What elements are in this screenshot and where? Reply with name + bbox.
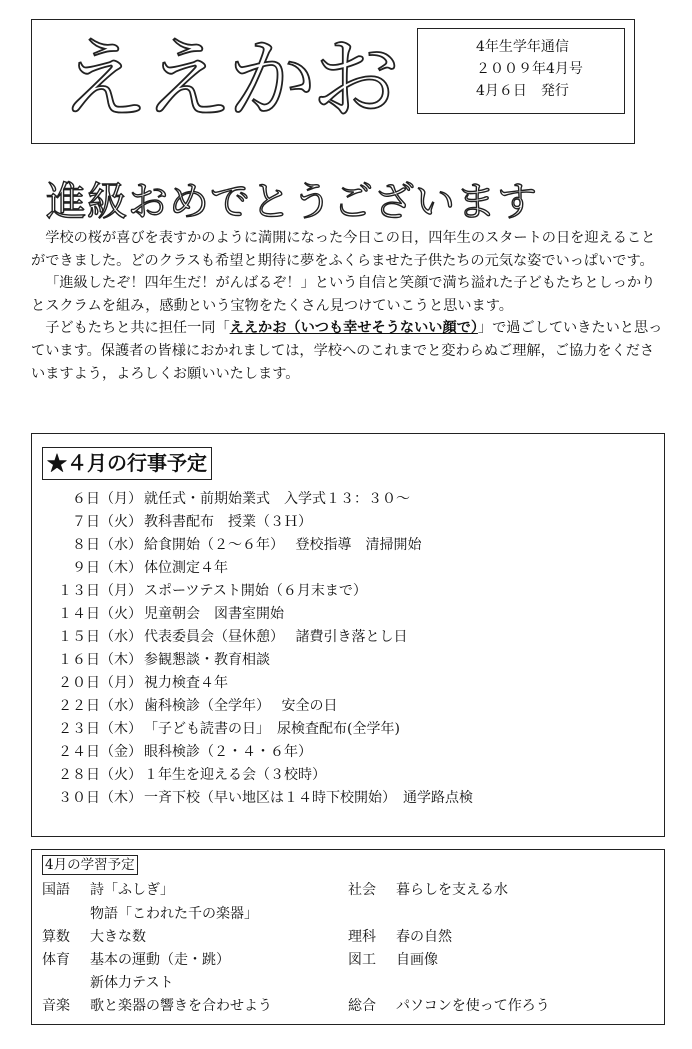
event-day: １４日（火）	[58, 606, 142, 622]
event-item	[32, 580, 664, 603]
study-row	[42, 879, 174, 901]
intro-paragraph-3	[31, 317, 667, 385]
study-subject: 音楽	[42, 998, 70, 1014]
event-item	[32, 764, 664, 787]
intro-paragraph-2: 「進級したぞ！四年生だ！がんばるぞ！」という自信と笑顔で満ち溢れた子どもたちとしっかりとスクラムを組み，感動という宝物をたくさん見つけていこうと思います。	[31, 275, 656, 314]
event-text: １年生を迎える会（３校時）	[144, 767, 326, 783]
study-content: 暮らしを支える水	[396, 882, 508, 898]
study-content: 新体力テスト	[90, 975, 174, 991]
event-item	[32, 787, 664, 810]
newsletter-logo: ええかお	[60, 28, 397, 131]
event-text: スポーツテスト開始（６月末まで）	[144, 583, 367, 599]
event-item	[32, 511, 664, 534]
event-day: ２４日（金）	[58, 744, 142, 760]
event-text: 体位測定４年	[144, 560, 228, 576]
event-item	[32, 718, 664, 741]
event-text: 一斉下校（早い地区は１４時下校開始） 通学路点検	[144, 790, 473, 806]
event-day: １３日（月）	[58, 583, 142, 599]
study-subject: 社会	[348, 882, 376, 898]
masthead	[31, 19, 635, 144]
event-item	[32, 603, 664, 626]
study-row	[42, 903, 258, 925]
event-item	[32, 557, 664, 580]
study-title: 4月の学習予定	[42, 855, 138, 875]
events-section	[31, 433, 665, 837]
event-text: 給食開始（２～６年） 登校指導 清掃開始	[144, 537, 422, 553]
study-content: 詩「ふしぎ」	[90, 882, 174, 898]
page-headline: 進級おめでとうございます	[46, 179, 538, 225]
event-item	[32, 741, 664, 764]
study-row	[348, 879, 508, 901]
event-day: ６日（月）	[72, 491, 142, 507]
event-text: 「子ども読書の日」 尿検査配布(全学年)	[144, 721, 400, 737]
intro-p3-after: 」で過ごしていきたいと思っています。保護者の皆様におかれましては，学校へのこれまでと変わらぬご理解，ご協力をくださいますよう，よろしくお願いいたします。	[31, 320, 663, 382]
event-text: 歯科検診（全学年） 安全の日	[144, 698, 338, 714]
event-text: 眼科検診（２・４・６年）	[144, 744, 312, 760]
issue-line-month: ２００９年4月号	[476, 61, 583, 77]
study-subject: 体育	[42, 952, 70, 968]
events-list	[32, 488, 664, 810]
motto-emphasis: ええかお（いつも幸せそうないい顔で）	[229, 320, 478, 337]
event-text: 教科書配布 授業（３Ｈ）	[144, 514, 312, 530]
event-day: ３０日（木）	[58, 790, 142, 806]
study-content: 大きな数	[90, 929, 146, 945]
event-day: ２２日（水）	[58, 698, 142, 714]
study-subject: 理科	[348, 929, 376, 945]
intro-paragraph-1: 学校の桜が喜びを表すかのように満開になった今日この日，四年生のスタートの日を迎えることができました。どのクラスも希望と期待に夢をふくらませた子供たちの元気な姿でいっぱいです。	[31, 230, 656, 269]
study-content: パソコンを使って作ろう	[396, 998, 550, 1014]
study-row	[42, 972, 173, 994]
study-subject: 算数	[42, 929, 70, 945]
event-day: ８日（水）	[72, 537, 142, 553]
event-item	[32, 626, 664, 649]
study-subject: 図工	[348, 952, 376, 968]
issue-info-box	[417, 28, 625, 114]
intro-p3-before: 子どもたちと共に担任一同「	[45, 320, 230, 337]
event-text: 代表委員会（昼休憩） 諸費引き落とし日	[144, 629, 408, 645]
events-title: ★４月の行事予定	[42, 447, 212, 480]
event-text: 参観懇談・教育相談	[144, 652, 270, 668]
study-row	[42, 926, 146, 948]
event-day: ２３日（木）	[58, 721, 142, 737]
study-section	[31, 849, 665, 1025]
event-item	[32, 534, 664, 557]
event-text: 児童朝会 図書室開始	[144, 606, 284, 622]
study-content: 基本の運動（走・跳）	[90, 952, 230, 968]
issue-line-grade: 4年生学年通信	[476, 39, 569, 55]
event-day: ２０日（月）	[58, 675, 142, 691]
study-content: 歌と楽器の響きを合わせよう	[90, 998, 272, 1014]
study-content: 春の自然	[396, 929, 452, 945]
study-subject: 総合	[348, 998, 376, 1014]
event-day: １６日（木）	[58, 652, 142, 668]
study-row	[348, 995, 550, 1017]
study-row	[42, 995, 272, 1017]
study-row	[42, 949, 230, 971]
intro-text	[31, 227, 667, 385]
event-item	[32, 488, 664, 511]
event-day: ９日（木）	[72, 560, 142, 576]
study-subject: 国語	[42, 882, 70, 898]
event-text: 就任式・前期始業式 入学式１３：３０～	[144, 491, 410, 507]
study-content: 物語「こわれた千の楽器」	[90, 906, 258, 922]
issue-line-date: 4月６日 発行	[476, 83, 569, 99]
event-day: ２８日（火）	[58, 767, 142, 783]
event-item	[32, 672, 664, 695]
event-text: 視力検査４年	[144, 675, 228, 691]
event-item	[32, 695, 664, 718]
event-item	[32, 649, 664, 672]
study-content: 自画像	[396, 952, 438, 968]
event-day: ７日（火）	[72, 514, 142, 530]
event-day: １５日（水）	[58, 629, 142, 645]
study-row	[348, 926, 452, 948]
study-row	[348, 949, 438, 971]
